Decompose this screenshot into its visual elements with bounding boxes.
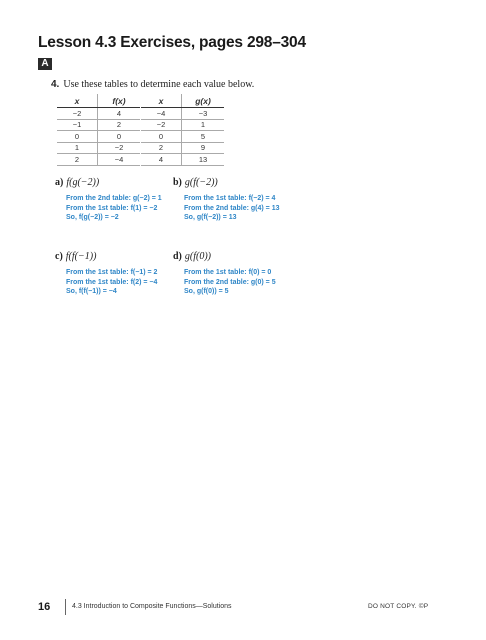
section-badge: A (38, 58, 52, 70)
part-label: b) (173, 177, 182, 188)
footer-notice: DO NOT COPY. ©P (368, 603, 429, 610)
part-expression: g(f(0)) (184, 251, 212, 262)
part-b (173, 177, 280, 223)
part-expression: g(f(−2)) (184, 177, 218, 188)
table-cell: 1 (57, 142, 98, 154)
question-prompt (51, 79, 254, 90)
part-a (55, 177, 162, 223)
footer-divider (65, 599, 66, 615)
solution-line: From the 1st table: f(−2) = 4 (184, 195, 276, 202)
page-title: Lesson 4.3 Exercises, pages 298–304 (38, 34, 306, 51)
table-row (141, 119, 224, 131)
table-cell: 5 (182, 131, 225, 143)
table-row (57, 154, 140, 166)
part-heading (173, 251, 276, 265)
table-row (141, 142, 224, 154)
part-heading (55, 177, 162, 191)
solution-line: From the 2nd table: g(−2) = 1 (66, 195, 162, 202)
table-cell: −4 (141, 108, 182, 120)
part-label: c) (55, 251, 63, 262)
solution (66, 268, 157, 297)
table-header: x (141, 94, 182, 108)
table-row (141, 154, 224, 166)
table-cell: 0 (141, 131, 182, 143)
solution-line: From the 1st table: f(2) = −4 (66, 278, 158, 286)
table-cell: 2 (141, 142, 182, 154)
part-label: d) (173, 251, 182, 262)
table-row (57, 131, 140, 143)
table-row (57, 108, 140, 120)
table-cell: −4 (98, 154, 141, 166)
part-label: a) (55, 177, 64, 188)
solution (184, 194, 280, 223)
table-cell: 9 (182, 142, 225, 154)
solution-line: So, g(f(−2)) = 13 (184, 214, 237, 222)
table-cell: 13 (182, 154, 225, 166)
table-cell: 2 (98, 119, 141, 131)
table-cell: −2 (57, 108, 98, 120)
part-expression: f(f(−1)) (65, 251, 97, 262)
solution-line: So, g(f(0)) = 5 (184, 288, 229, 296)
solution-line: From the 2nd table: g(0) = 5 (184, 278, 276, 286)
table-cell: 2 (57, 154, 98, 166)
table-row (141, 108, 224, 120)
question-text: Use these tables to determine each value below. (63, 79, 255, 90)
table-cell: −3 (182, 108, 225, 120)
question-number: 4. (51, 79, 60, 90)
solution-line: From the 1st table: f(0) = 0 (184, 269, 272, 276)
table-cell: 4 (141, 154, 182, 166)
solution-line: From the 2nd table: g(4) = 13 (184, 204, 280, 212)
table-row (57, 119, 140, 131)
table-row (141, 131, 224, 143)
table-cell: 4 (98, 108, 141, 120)
page-number: 16 (38, 601, 51, 613)
part-expression: f(g(−2)) (66, 177, 100, 188)
part-heading (173, 177, 280, 191)
table-cell: 0 (98, 131, 141, 143)
part-c (55, 251, 157, 297)
part-heading (55, 251, 157, 265)
table-cell: −2 (98, 142, 141, 154)
solution-line: So, f(g(−2)) = −2 (66, 214, 119, 222)
table-header: g(x) (182, 94, 225, 108)
solution (184, 268, 276, 297)
solution (66, 194, 162, 223)
page-footer (0, 601, 486, 617)
table-cell: 1 (182, 119, 225, 131)
solution-line: From the 1st table: f(1) = −2 (66, 204, 158, 212)
table-cell: −2 (141, 119, 182, 131)
solution-line: So, f(f(−1)) = −4 (66, 288, 117, 296)
part-d (173, 251, 276, 297)
table-header: x (57, 94, 98, 108)
table-cell: −1 (57, 119, 98, 131)
solution-line: From the 1st table: f(−1) = 2 (66, 269, 158, 276)
table-g (141, 94, 224, 166)
table-row (57, 142, 140, 154)
footer-section-title: 4.3 Introduction to Composite Functions—Solutions (72, 603, 232, 610)
table-cell: 0 (57, 131, 98, 143)
table-f (57, 94, 140, 166)
table-header: f(x) (98, 94, 141, 108)
